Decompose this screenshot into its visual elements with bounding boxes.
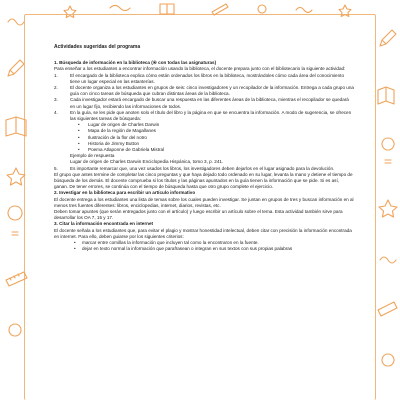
numbered-item: [54, 73, 354, 85]
item-number: 5.: [54, 165, 58, 171]
book-icon: [160, 4, 174, 14]
task-item: • Historia de Jimmy Button: [54, 141, 354, 147]
ruler-icon: [378, 302, 397, 316]
numbered-item: [54, 110, 354, 122]
section-1-closing: El grupo que antes termine de completar las cinco preguntas y que haya dejado todo ordenado en su lugar, levanta la mano y detiene el tiempo de búsqueda de los demás. El docente comprueba si los títulos y las páginas apuntados en la guía tienen la información que se pide. Si es así, ganan. De tener errores, se continúa con el tiempo de búsqueda hasta que otro grupo complete el ejercicio.: [54, 171, 353, 190]
item-number: 2.: [54, 85, 58, 91]
example-label: Ejemplo de respuesta: [70, 153, 115, 159]
star-icon: [7, 168, 25, 185]
item-text: En la guía, se les pide que anoten solo el título del libro y la página en que se encuentra la información. A modo de sugerencia, se ofrecen las siguientes tareas de búsqueda:: [70, 109, 352, 122]
criteria-item: • marcar entre comillas la información que incluyen tal como la encontraron en la fuente.: [54, 240, 354, 246]
numbered-item: [54, 166, 354, 172]
document-body: [54, 44, 354, 253]
squiggle-icon: [110, 6, 130, 11]
item-number: 4.: [54, 109, 58, 115]
item-number: 1.: [54, 72, 58, 78]
star-icon: [379, 200, 397, 217]
numbered-item: [54, 97, 354, 109]
task-item: • Poema Atlaponne de Gabriela Mistral: [54, 147, 354, 153]
item-number: 3.: [54, 97, 58, 103]
pencil-icon: [8, 60, 24, 76]
example-text: Lugar de origen de Charles Darwin Enciclopedia Hispánica, tomo 3, p. 241.: [70, 159, 224, 165]
star-icon: [339, 5, 351, 17]
pencil-icon: [380, 30, 396, 46]
item-text: El docente organiza a los estudiantes en grupos de seis: cinco investigadores y un recopilador de la información. Entrega a cada grupo una guía con cinco tareas de búsqueda que cubran distintas áreas de la biblioteca.: [70, 85, 354, 97]
item-text: El encargado de la biblioteca explica cómo están ordenados los libros en la biblioteca, mostrándoles cómo cada área del conocimiento tiene un lugar especial en las estanterías.: [70, 72, 345, 84]
circle-icon: [258, 5, 266, 13]
task-item: • Lugar de origen de Charles Darwin: [54, 122, 354, 128]
task-item: • Mapa de la región de Magallanes: [54, 128, 354, 134]
item-text: Es importante remarcar que, una vez usados los libros, los investigadores deben dejarlos en el lugar asignado para la devolución.: [70, 165, 335, 171]
section-1-title: 1. Búsqueda de información en la biblioteca (④ con todas las asignaturas): [54, 60, 217, 66]
section-2-paragraph: Deben tomar apuntes (que serán entregados junto con el artículo) y luego escribir un artículo sobre el tema. Esta actividad también sirve para desarrollar los OA 7, 15 y 17.: [54, 209, 343, 221]
section-3-title: 3. Citar la información encontrada en internet: [54, 221, 154, 227]
book-icon: [6, 117, 26, 136]
star-icon: [64, 6, 76, 18]
section-1-intro: Para enseñar a los estudiantes a encontrar información usando la biblioteca, el docente prepara junto con el bibliotecario la siguiente actividad:: [54, 66, 346, 72]
circle-icon: [9, 324, 21, 336]
lightbulb-icon: [8, 206, 22, 235]
item-text: Cada investigador estará encargado de buscar una respuesta en las diferentes áreas de la biblioteca, mientras el recopilador se quedará en un lugar fijo, recibiendo las informaciones de todos.: [70, 97, 349, 109]
pencil-icon: [212, 4, 228, 15]
criteria-item: • dejar en texto normal la información que parafrasean o integran en sus textos con sus propias palabras: [54, 246, 354, 252]
section-3-paragraph: El docente señala a los estudiantes que, para evitar el plagio y mostrar honestidad intelectual, deben citar con precisión la información encontrada en internet. Para ello, deben guiarse por los siguientes criterios:: [54, 227, 352, 239]
numbered-item: [54, 85, 354, 97]
ruler-icon: [6, 272, 27, 286]
task-item: • Ilustración de la flor del notro: [54, 135, 354, 141]
page-title: Actividades sugeridas del programa: [54, 44, 141, 50]
circle-icon: [382, 354, 394, 366]
section-2-paragraph: El docente entrega a los estudiantes una lista de temas sobre los cuales pueden investigar. Se juntan en grupos de tres y buscan información en al menos tres fuentes diferentes: libros, enciclopedias, internet, diarios, revistas, etc.: [54, 196, 354, 208]
lightbulb-icon: [382, 138, 394, 163]
book-icon: [378, 87, 394, 104]
squiggle-icon: [296, 8, 312, 13]
squiggle-icon: [380, 257, 396, 263]
squiggle-icon: [8, 19, 24, 25]
section-2-title: 2. Investigar en la biblioteca para escribir un artículo informativo: [54, 190, 196, 196]
